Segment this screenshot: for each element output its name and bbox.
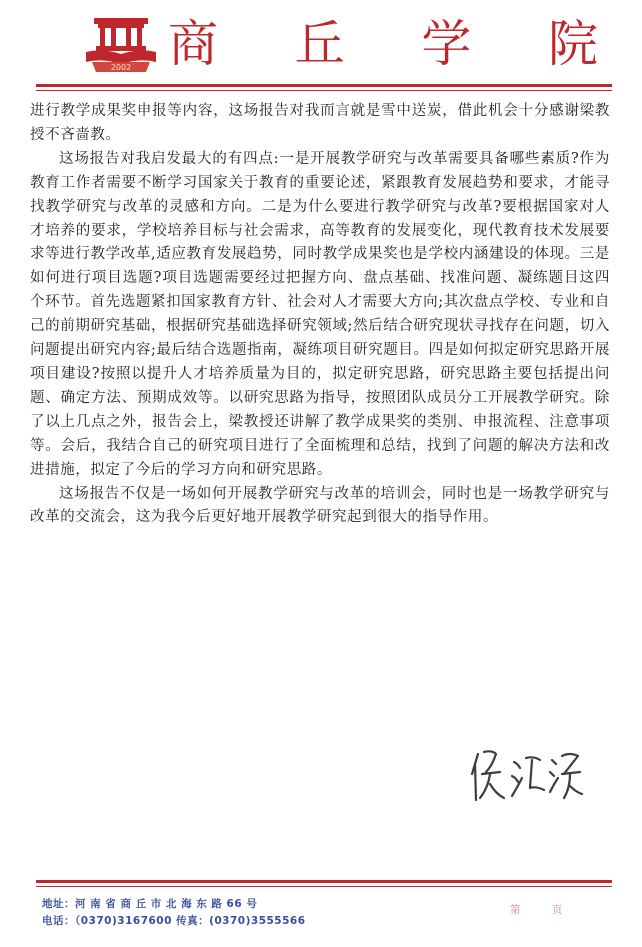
body-paragraph: 这场报告不仅是一场如何开展教学研究与改革的培训会，同时也是一场教学研究与改革的交流会，这为我今后更好地开展教学研究起到很大的指导作用。: [30, 485, 610, 526]
college-emblem-icon: [82, 12, 160, 74]
header-divider: [36, 84, 612, 87]
body-paragraph: 进行教学成果奖申报等内容，这场报告对我而言就是雪中送炭，借此机会十分感谢梁教授不吝啬教。: [30, 103, 610, 143]
footer-divider: [36, 880, 612, 883]
school-name-char: 丘: [294, 15, 345, 73]
school-name-char: 商: [168, 15, 218, 73]
letterhead: [0, 0, 642, 96]
footer-divider-thin: [36, 886, 612, 887]
page-number-label: 第 页: [510, 904, 577, 916]
school-name: [168, 16, 598, 72]
footer: [42, 896, 602, 930]
handwritten-signature: [466, 744, 586, 808]
footer-address: 地址：河 南 省 商 丘 市 北 海 东 路 66 号: [42, 898, 258, 910]
school-name-char: 学: [421, 15, 472, 73]
badge-year: 2002: [110, 63, 132, 72]
letter-body: [30, 100, 610, 530]
body-paragraph: 这场报告对我启发最大的有四点:一是开展教学研究与改革需要具备哪些素质?作为教育工作者需要不断学习国家关于教育的重要论述，紧跟教育发展趋势和要求，才能寻找教学研究与改革的灵感和方向。二是为什么要进行教学研究与改革?要根据国家对人才培养的要求，学校培养目标与社会需求，高等教育的发展变化，现代教育技术发展要求等进行教学改革,适应教育发展趋势，同时教学成果奖也是学校内涵建设的体现。三是如何进行项目选题?项目选题需要经过把握方向、盘点基础、找准问题、凝练题目这四个环节。首先选题紧扣国家教育方针、社会对人才需要大方向;其次盘点学校、专业和自己的前期研究基础，根据研究基础选择研究领域;然后结合研究现状寻找存在问题，切入问题提出研究内容;最后结合选题指南，凝练项目研究题目。四是如何拟定研究思路开展项目建设?按照以提升人才培养质量为目的，拟定研究思路，研究思路主要包括提出问题、确定方法、预期成效等。以研究思路为指导，按照团队成员分工开展教学研究。除了以上几点之外，报告会上，梁教授还讲解了教学成果奖的类别、申报流程、注意事项等。会后，我结合自己的研究项目进行了全面梳理和总结，找到了问题的解决方法和改进措施，拟定了今后的学习方向和研究思路。: [30, 150, 610, 478]
header-divider-thin: [36, 90, 612, 91]
school-name-char: 院: [547, 15, 598, 73]
footer-phone-fax: 电话：（0370)3167600 传真：(0370)3555566: [42, 915, 306, 927]
